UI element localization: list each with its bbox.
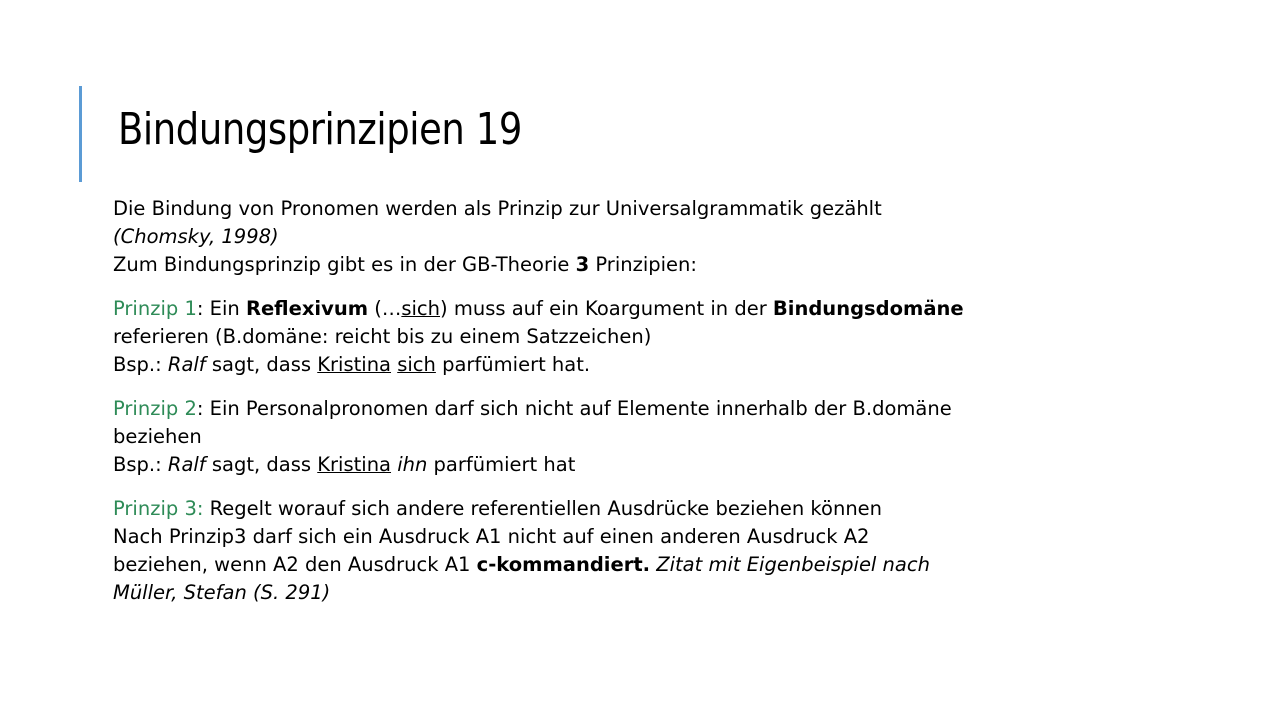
p1-text-a: : Ein bbox=[196, 297, 246, 320]
example-prefix: Bsp.: bbox=[113, 453, 168, 476]
p2-text-a: : Ein Personalpronomen darf sich nicht auf Elemente innerhalb der B.domäne bbox=[196, 397, 952, 420]
example-text-a: sagt, dass bbox=[205, 353, 318, 376]
principle-1-label: Prinzip 1 bbox=[113, 297, 197, 320]
principle-2-label: Prinzip 2 bbox=[113, 397, 197, 420]
example-sich: sich bbox=[397, 353, 436, 376]
c-command-term: c-kommandiert. bbox=[476, 553, 651, 576]
principle-1-block bbox=[113, 295, 1113, 379]
principle-2-line2: beziehen bbox=[113, 425, 202, 448]
sich-underlined: sich bbox=[401, 297, 441, 320]
principle-3-line bbox=[113, 495, 1113, 523]
example-text-a: sagt, dass bbox=[205, 453, 318, 476]
example-ralf: Ralf bbox=[167, 453, 206, 476]
p3-citation: Zitat mit Eigenbeispiel nach bbox=[650, 553, 930, 576]
example-text-b: parfümiert hat. bbox=[435, 353, 591, 376]
slide-content bbox=[113, 195, 1113, 607]
intro-count-suffix: Prinzipien: bbox=[589, 253, 697, 276]
binding-domain-term: Bindungsdomäne bbox=[772, 297, 964, 320]
intro-block bbox=[113, 195, 1113, 279]
principle-3-label: Prinzip 3: bbox=[113, 497, 204, 520]
reflexivum-term: Reflexivum bbox=[245, 297, 369, 320]
principle-2-block bbox=[113, 395, 1113, 479]
intro-text: Die Bindung von Pronomen werden als Prinzip zur Universalgrammatik gezählt bbox=[113, 197, 882, 220]
p3-source: Müller, Stefan (S. 291) bbox=[113, 581, 331, 604]
title-accent-bar bbox=[79, 86, 82, 182]
p3-text-a: Regelt worauf sich andere referentiellen Ausdrücke beziehen können bbox=[203, 497, 883, 520]
p1-text-c: ) muss auf ein Koargument in der bbox=[440, 297, 773, 320]
example-kristina: Kristina bbox=[317, 353, 392, 376]
principle-3-line4 bbox=[113, 579, 1113, 607]
principle-1-example bbox=[113, 351, 1113, 379]
principle-1-line2: referieren (B.domäne: reicht bis zu einem Satzzeichen) bbox=[113, 325, 652, 348]
example-kristina: Kristina bbox=[317, 453, 392, 476]
example-prefix: Bsp.: bbox=[113, 353, 168, 376]
intro-count-text: Zum Bindungsprinzip gibt es in der GB-Theorie bbox=[113, 253, 576, 276]
principle-3-line2: Nach Prinzip3 darf sich ein Ausdruck A1 nicht auf einen anderen Ausdruck A2 bbox=[113, 525, 870, 548]
citation-text: (Chomsky, 1998) bbox=[113, 225, 279, 248]
slide-title: Bindungsprinzipien 19 bbox=[118, 104, 522, 155]
example-ralf: Ralf bbox=[167, 353, 206, 376]
intro-count-line bbox=[113, 251, 1113, 279]
p3-text-b: beziehen, wenn A2 den Ausdruck A1 bbox=[113, 553, 477, 576]
principle-count: 3 bbox=[575, 253, 590, 276]
principle-1-line bbox=[113, 295, 1113, 323]
principle-2-example bbox=[113, 451, 1113, 479]
example-text-b: parfümiert hat bbox=[427, 453, 576, 476]
principle-3-line3 bbox=[113, 551, 1113, 579]
intro-line bbox=[113, 195, 1113, 223]
example-ihn: ihn bbox=[397, 453, 428, 476]
principle-3-block bbox=[113, 495, 1113, 607]
principle-2-line bbox=[113, 395, 1113, 423]
intro-citation bbox=[113, 223, 1113, 251]
p1-text-b: (… bbox=[368, 297, 402, 320]
